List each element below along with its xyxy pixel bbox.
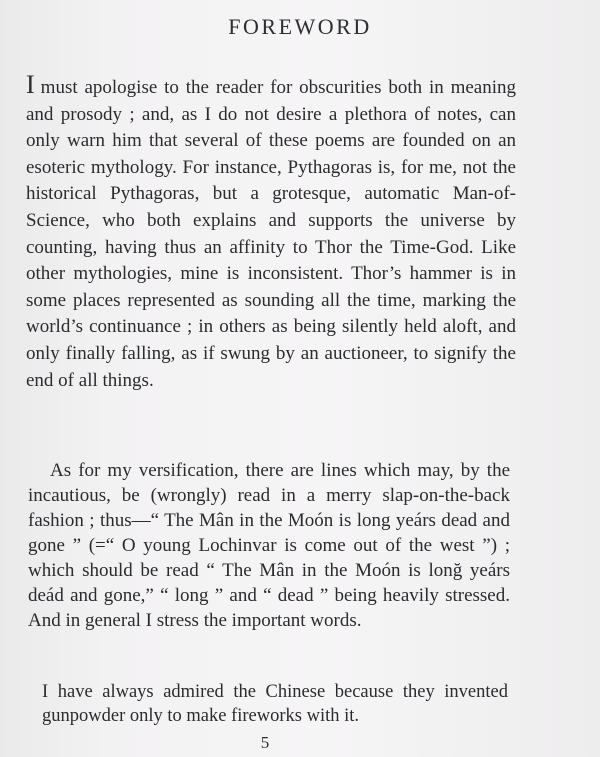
paragraph-3: I have always admired the Chinese because they invented gunpowder only to make fireworks with it.	[42, 682, 508, 726]
page-number: 5	[260, 733, 270, 752]
paragraph-2: As for my versification, there are lines which may, by the incautious, be (wrongly) read in a merry slap-on-the-back fashion ; thus—“ The Mân in the Moón is long yeárs dead and gone ” (=“ O young Lochinvar is come out of the west ”) ; which should be read “ The Mân in the Moón is lonğ yeárs deád and gone,” “ long ” and “ dead ” being heavily stressed. And in general I stress the important words.	[28, 460, 510, 631]
drop-cap: I	[26, 70, 35, 99]
paragraph-1	[26, 72, 516, 394]
paragraph-1-text: must apologise to the reader for obscurities both in meaning and prosody ; and, as I do not desire a plethora of notes, can only warn him that several of these poems are founded on an esoteric mythology. For instance, Pythagoras is, for me, not the historical Pythagoras, but a grotesque, automatic Man-of-Science, who both explains and supports the universe by counting, having thus an affinity to Thor the Time-God. Like other mythologies, mine is inconsistent. Thor’s hammer is in some places represented as sounding all the time, marking the world’s continuance ; in others as being silently held aloft, and only finally falling, as if swung by an auctioneer, to signify the end of all things.	[26, 77, 516, 391]
page-title: FOREWORD	[228, 14, 372, 39]
